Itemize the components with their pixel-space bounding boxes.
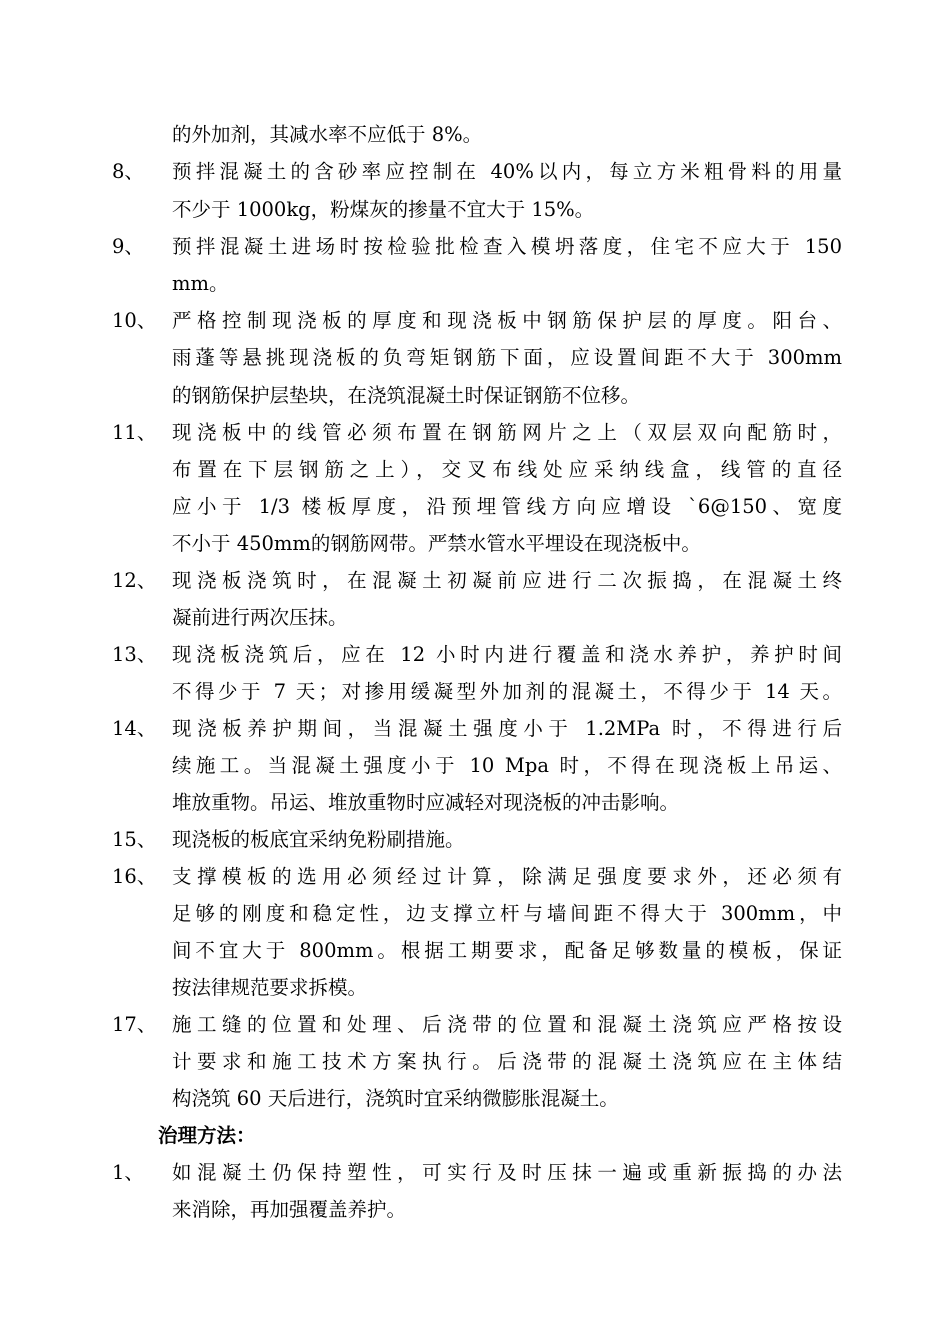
text-line: 现浇板的板底宜采纳免粉刷措施。 bbox=[172, 828, 465, 851]
list-item-number: 10、 bbox=[112, 309, 157, 332]
text-line: 现浇板养护期间，当混凝土强度小于 1.2MPa 时，不得进行后 bbox=[172, 717, 842, 740]
text-line: 间不宜大于 800mm。根据工期要求，配备足够数量的模板，保证 bbox=[172, 939, 842, 962]
text-line: 预拌混凝土的含砂率应控制在 40%以内，每立方米粗骨料的用量 bbox=[172, 160, 842, 183]
text-line: 应小于 1/3 楼板厚度，沿预埋管线方向应增设 `6@150、宽度 bbox=[172, 495, 842, 518]
text-line: 续施工。当混凝土强度小于 10 Mpa 时，不得在现浇板上吊运、 bbox=[172, 754, 842, 777]
text-line: 堆放重物。吊运、堆放重物时应减轻对现浇板的冲击影响。 bbox=[172, 791, 680, 814]
text-line: 的外加剂，其减水率不应低于 8%。 bbox=[172, 123, 483, 146]
list-item-number: 9、 bbox=[112, 235, 144, 258]
text-line: 凝前进行两次压抹。 bbox=[172, 606, 348, 629]
text-line: 的钢筋保护层垫块，在浇筑混凝土时保证钢筋不位移。 bbox=[172, 384, 641, 407]
text-line: 来消除，再加强覆盖养护。 bbox=[172, 1198, 407, 1221]
text-line: 不得少于 7 天；对掺用缓凝型外加剂的混凝土，不得少于 14 天。 bbox=[172, 680, 842, 703]
list-item-number: 13、 bbox=[112, 643, 157, 666]
list-item-number: 15、 bbox=[112, 828, 157, 851]
text-line: 按法律规范要求拆模。 bbox=[172, 976, 368, 999]
list-item-number: 1、 bbox=[112, 1161, 144, 1184]
text-line: mm。 bbox=[172, 272, 229, 295]
text-line: 支撑模板的选用必须经过计算，除满足强度要求外，还必须有 bbox=[172, 865, 842, 888]
text-line: 施工缝的位置和处理、后浇带的位置和混凝土浇筑应严格按设 bbox=[172, 1013, 842, 1036]
text-line: 现浇板浇筑时，在混凝土初凝前应进行二次振捣，在混凝土终 bbox=[172, 569, 842, 592]
text-line: 构浇筑 60 天后进行，浇筑时宜采纳微膨胀混凝土。 bbox=[172, 1087, 619, 1110]
text-line: 现浇板浇筑后，应在 12 小时内进行覆盖和浇水养护，养护时间 bbox=[172, 643, 842, 666]
list-item-number: 16、 bbox=[112, 865, 157, 888]
text-line: 计要求和施工技术方案执行。后浇带的混凝土浇筑应在主体结 bbox=[172, 1050, 842, 1073]
text-line: 不小于 450mm的钢筋网带。严禁水管水平埋设在现浇板中。 bbox=[172, 532, 701, 555]
text-line: 雨蓬等悬挑现浇板的负弯矩钢筋下面，应设置间距不大于 300mm bbox=[172, 346, 842, 369]
text-line: 预拌混凝土进场时按检验批检查入模坍落度，住宅不应大于 150 bbox=[172, 235, 842, 258]
text-line: 严格控制现浇板的厚度和现浇板中钢筋保护层的厚度。阳台、 bbox=[172, 309, 842, 332]
text-line: 布置在下层钢筋之上），交叉布线处应采纳线盒，线管的直径 bbox=[172, 458, 842, 481]
section-heading: 治理方法： bbox=[158, 1124, 256, 1147]
text-line: 不少于 1000kg，粉煤灰的掺量不宜大于 15%。 bbox=[172, 198, 595, 221]
list-item-number: 14、 bbox=[112, 717, 157, 740]
text-line: 足够的刚度和稳定性，边支撑立杆与墙间距不得大于 300mm，中 bbox=[172, 902, 842, 925]
list-item-number: 11、 bbox=[112, 421, 157, 444]
text-line: 如混凝土仍保持塑性，可实行及时压抹一遍或重新振捣的办法 bbox=[172, 1161, 842, 1184]
list-item-number: 17、 bbox=[112, 1013, 157, 1036]
list-item-number: 8、 bbox=[112, 160, 144, 183]
list-item-number: 12、 bbox=[112, 569, 157, 592]
text-line: 现浇板中的线管必须布置在钢筋网片之上（双层双向配筋时， bbox=[172, 421, 842, 444]
